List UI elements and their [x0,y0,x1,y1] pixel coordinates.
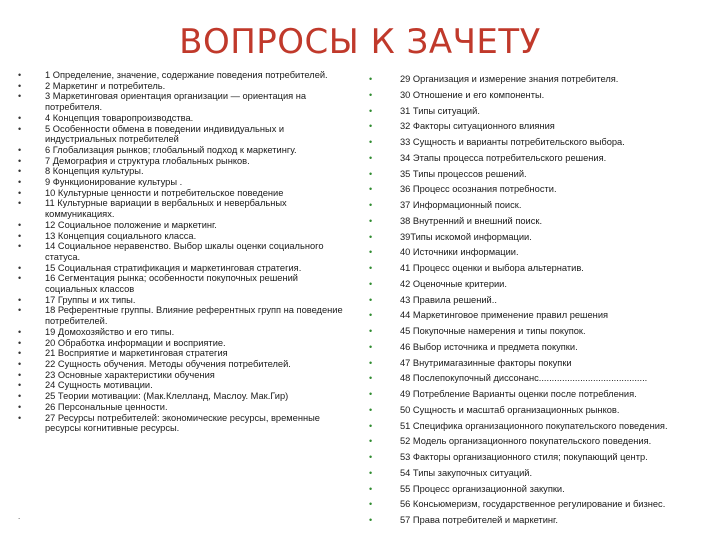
question-item [369,151,700,167]
question-item [369,419,700,435]
question-text: 5 Особенности обмена в поведении индивидуальных и индустриальных потребителей [45,123,285,145]
question-item [369,497,700,513]
bullet-icon: • [18,401,22,412]
bullet-icon: • [369,200,373,210]
question-item [18,391,345,402]
question-text: 11 Культурные вариации в вербальных и невербальных коммуникациях. [45,198,287,220]
question-text: 52 Модель организационного покупательского поведения. [400,436,652,447]
bullet-icon: • [18,380,22,391]
bullet-icon: • [18,187,22,198]
question-text: 40 Источники информации. [400,247,519,258]
question-item [18,198,345,220]
question-item [18,337,345,349]
bullet-icon: • [369,389,373,399]
bullet-icon: • [369,263,373,273]
question-item [18,305,345,327]
question-text: 24 Сущность мотивации. [45,380,153,391]
question-text: 9 Функционирование культуры . [45,177,183,188]
question-text: 41 Процесс оценки и выбора альтернатив. [400,263,584,273]
question-text: 26 Персональные ценности. [45,401,168,412]
question-item [369,214,700,230]
bullet-icon: • [18,112,22,123]
question-item [18,358,345,370]
bullet-icon: • [18,305,22,316]
bullet-icon: • [369,341,373,352]
question-item [18,144,345,156]
question-item [369,277,700,293]
bullet-icon: • [369,436,373,447]
bullet-icon: • [369,373,373,384]
bullet-icon: • [369,89,373,100]
question-text: 35 Типы процессов решений. [400,168,527,179]
question-item [18,177,345,188]
question-text: 53 Факторы организационного стиля; покупающий центр. [400,452,648,462]
question-item [369,230,700,246]
bullet-icon: • [18,326,22,337]
question-item [18,294,345,306]
question-text: 38 Внутренний и внешний поиск. [400,215,543,226]
question-text: 44 Маркетинговое применение правил решения [400,310,609,321]
question-item [18,112,345,124]
question-item [369,387,700,403]
question-item [18,262,345,274]
question-text: 29 Организация и измерение знания потребителя. [400,74,619,84]
question-item [369,371,700,387]
bullet-icon: • [369,247,373,258]
question-item [369,324,700,340]
question-item [18,70,345,81]
question-item [369,135,700,151]
bullet-icon: • [369,326,373,336]
question-text: 3 Маркетинговая ориентация организации — ориентация на потребителя. [45,91,307,113]
question-text: 39Типы искомой информации. [400,231,532,242]
question-item [369,72,700,88]
question-item [369,245,700,261]
question-text: 47 Внутримагазинные факторы покупки [400,357,572,368]
question-text: 55 Процесс организационной закупки. [400,483,565,494]
question-item [18,412,345,434]
bullet-icon: • [369,278,373,289]
question-item [369,182,700,198]
bullet-icon: • [369,499,373,510]
bullet-icon: • [369,184,373,195]
question-item [369,308,700,324]
left-question-list [18,70,345,434]
question-text: 42 Оценочные критерии. [400,278,507,289]
question-item [18,155,345,167]
bullet-icon: • [18,358,22,369]
bullet-icon: • [18,123,22,134]
bullet-icon: • [18,273,22,284]
bullet-icon: • [18,166,22,177]
bullet-icon: • [369,404,373,415]
question-text: 15 Социальная стратификация и маркетинговая стратегия. [45,262,302,273]
question-item [369,293,700,309]
question-text: 8 Концепция культуры. [45,166,144,177]
page-title: ВОПРОСЫ К ЗАЧЕТУ [179,22,541,62]
bullet-icon: • [18,230,22,241]
question-item [369,434,700,450]
bullet-icon: • [18,70,22,80]
question-item [369,104,700,120]
question-text: 19 Домохозяйство и его типы. [45,326,175,337]
bullet-icon: • [18,348,22,359]
bullet-icon: • [369,310,373,321]
bullet-icon: • [369,231,373,242]
bullet-icon: • [369,357,373,368]
question-item [18,401,345,413]
right-question-list [369,72,700,529]
question-item [18,241,345,262]
question-text: 54 Типы закупочных ситуаций. [400,467,533,478]
question-text: 45 Покупочные намерения и типы покупок. [400,326,586,336]
question-text: 7 Демография и структура глобальных рынков. [45,155,250,166]
question-text: 14 Социальное неравенство. Выбор шкалы оценки социального статуса. [45,241,324,262]
question-text: 25 Теории мотивации: (Мак.Клелланд, Маслоу. Мак.Гир) [45,391,289,402]
bullet-icon: • [369,452,373,462]
question-item [18,380,345,391]
question-text: 4 Концепция товаропроизводства. [45,112,194,123]
bullet-icon: • [18,241,22,252]
question-text: 23 Основные характеристики обучения [45,369,215,380]
bullet-icon: • [369,121,373,132]
question-text: 27 Ресурсы потребителей: экономические ресурсы, временные ресурсы когнитивные ресурсы. [45,412,320,434]
question-item [369,356,700,372]
question-item [369,482,700,498]
bullet-icon: • [18,91,22,102]
bullet-icon: • [18,219,22,230]
question-item [18,369,345,381]
bullet-icon: • [369,105,373,116]
question-text: 32 Факторы ситуационного влияния [400,121,555,132]
bullet-icon: • [369,168,373,179]
question-item [18,326,345,338]
bullet-icon: • [369,483,373,494]
question-text: 46 Выбор источника и предмета покупки. [400,341,578,352]
question-item [18,230,345,242]
question-text: 43 Правила решений.. [400,294,497,305]
question-text: 16 Сегментация рынка; особенности покупочных решений социальных классов [45,273,298,295]
question-text: 2 Маркетинг и потребитель. [45,80,166,91]
question-item [18,166,345,177]
bullet-icon: • [18,155,22,166]
bullet-icon: • [18,337,22,348]
bullet-icon: • [18,144,22,155]
question-item [369,403,700,419]
question-text: 22 Сущность обучения. Методы обучения потребителей. [45,358,291,369]
question-item [18,91,345,113]
bullet-icon: • [18,80,22,91]
bullet-icon: • [18,177,22,188]
bullet-icon: • [369,420,373,431]
question-text: 18 Референтные группы. Влияние референтных групп на поведение потребителей. [45,305,343,327]
question-text: 56 Консьюмеризм, государственное регулирование и бизнес. [400,499,666,510]
question-item [369,261,700,277]
bullet-icon: • [18,412,22,423]
question-item [18,80,345,92]
question-item [18,348,345,359]
question-text: 1 Определение, значение, содержание поведения потребителей. [45,70,328,80]
bullet-icon: • [369,294,373,305]
bullet-icon: • [369,74,373,84]
question-text: 50 Сущность и масштаб организационных рынков. [400,404,620,415]
question-text: 37 Информационный поиск. [400,200,522,210]
question-item [369,513,700,529]
question-text: 34 Этапы процесса потребительского решения. [400,152,607,163]
question-item [369,167,700,183]
question-item [369,450,700,466]
question-text: 36 Процесс осознания потребности. [400,184,557,195]
bullet-icon: • [18,369,22,380]
question-text: 13 Концепция социального класса. [45,230,197,241]
question-text: 31 Типы ситуаций. [400,105,480,116]
question-item [369,466,700,482]
question-item [369,340,700,356]
question-item [369,198,700,214]
question-item [18,187,345,199]
bullet-icon: • [18,294,22,305]
bullet-icon: • [369,215,373,226]
question-item [369,119,700,135]
stray-dot: . [18,512,21,521]
question-text: 20 Обработка информации и восприятие. [45,337,226,348]
question-text: 17 Группы и их типы. [45,294,136,305]
question-item [18,123,345,145]
question-text: 12 Социальное положение и маркетинг. [45,219,217,230]
question-text: 33 Сущность и варианты потребительского выбора. [400,137,625,147]
bullet-icon: • [369,137,373,147]
question-text: 10 Культурные ценности и потребительское поведение [45,187,284,198]
question-item [369,88,700,104]
bullet-icon: • [18,198,22,209]
bullet-icon: • [369,467,373,478]
question-item [18,219,345,231]
question-item [18,273,345,295]
question-text: 21 Восприятие и маркетинговая стратегия [45,348,228,359]
bullet-icon: • [18,391,22,402]
question-text: 48 Послепокупочный диссонанс.......................................... [400,373,648,384]
bullet-icon: • [18,262,22,273]
question-text: 51 Специфика организационного покупательского поведения. [400,420,668,431]
question-text: 30 Отношение и его компоненты. [400,89,545,100]
bullet-icon: • [369,152,373,163]
bullet-icon: • [369,515,373,525]
question-text: 57 Права потребителей и маркетинг. [400,515,558,525]
question-text: 6 Глобализация рынков; глобальный подход к маркетингу. [45,144,297,155]
question-text: 49 Потребление Варианты оценки после потребления. [400,389,637,399]
